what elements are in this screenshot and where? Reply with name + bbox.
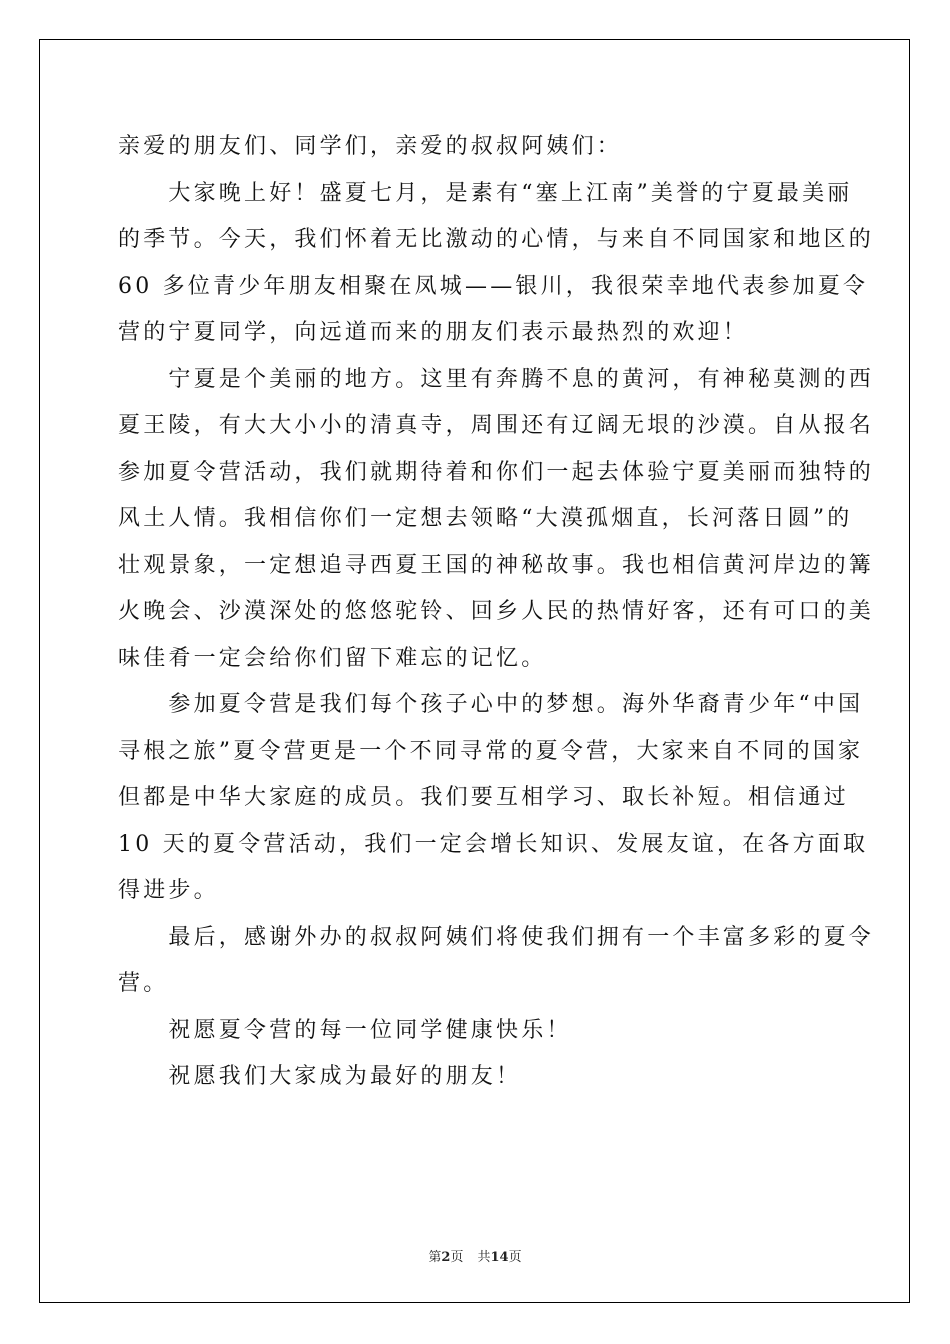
page-prefix: 第: [428, 1250, 442, 1265]
page-suffix: 页: [450, 1250, 464, 1265]
text-line: 宁夏是个美丽的地方。这里有奔腾不息的黄河，有神秘莫测的西: [118, 366, 875, 392]
total-prefix: 共: [477, 1250, 491, 1265]
total-suffix: 页: [508, 1250, 522, 1265]
text-line: 夏王陵，有大大小小的清真寺，周围还有辽阔无垠的沙漠。自从报名: [118, 413, 875, 438]
text-line: 祝愿我们大家成为最好的朋友！: [118, 1064, 522, 1089]
text-line: 但都是中华大家庭的成员。我们要互相学习、取长补短。相信通过: [118, 785, 849, 810]
total-pages: 14: [490, 1250, 509, 1265]
page-number: 2: [441, 1250, 451, 1265]
text-line: 寻根之旅”夏令营更是一个不同寻常的夏令营，大家来自不同的国家: [118, 738, 864, 764]
text-line: 火晚会、沙漠深处的悠悠驼铃、回乡人民的热情好客，还有可口的美: [118, 599, 875, 624]
text-line: 参加夏令营是我们每个孩子心中的梦想。海外华裔青少年“中国: [118, 692, 864, 717]
text-line: 参加夏令营活动，我们就期待着和你们一起去体验宁夏美丽而独特的: [118, 459, 875, 485]
text-line: 60 多位青少年朋友相聚在凤城——银川，我很荣幸地代表参加夏令: [118, 273, 869, 299]
text-line: 壮观景象，一定想追寻西夏王国的神秘故事。我也相信黄河岸边的篝: [118, 552, 875, 578]
text-line: 最后，感谢外办的叔叔阿姨们将使我们拥有一个丰富多彩的夏令: [118, 924, 875, 950]
text-line: 营的宁夏同学，向远道而来的朋友们表示最热烈的欢迎！: [118, 320, 749, 345]
document-body: [118, 124, 875, 1101]
page-footer: [0, 1246, 950, 1265]
text-line: 营。: [118, 971, 169, 996]
text-line: 的季节。今天，我们怀着无比激动的心情，与来自不同国家和地区的: [118, 227, 875, 252]
text-line: 大家晚上好！盛夏七月，是素有“塞上江南”美誉的宁夏最美丽: [118, 180, 853, 206]
text-line: 味佳肴一定会给你们留下难忘的记忆。: [118, 645, 547, 671]
text-line: 得进步。: [118, 878, 219, 903]
text-line: 祝愿夏令营的每一位同学健康快乐！: [118, 1017, 572, 1043]
text-line: 10 天的夏令营活动，我们一定会增长知识、发展友谊，在各方面取: [118, 831, 869, 857]
text-line: 亲爱的朋友们、同学们，亲爱的叔叔阿姨们：: [118, 134, 623, 159]
text-line: 风土人情。我相信你们一定想去领略“大漠孤烟直，长河落日圆”的: [118, 506, 853, 531]
